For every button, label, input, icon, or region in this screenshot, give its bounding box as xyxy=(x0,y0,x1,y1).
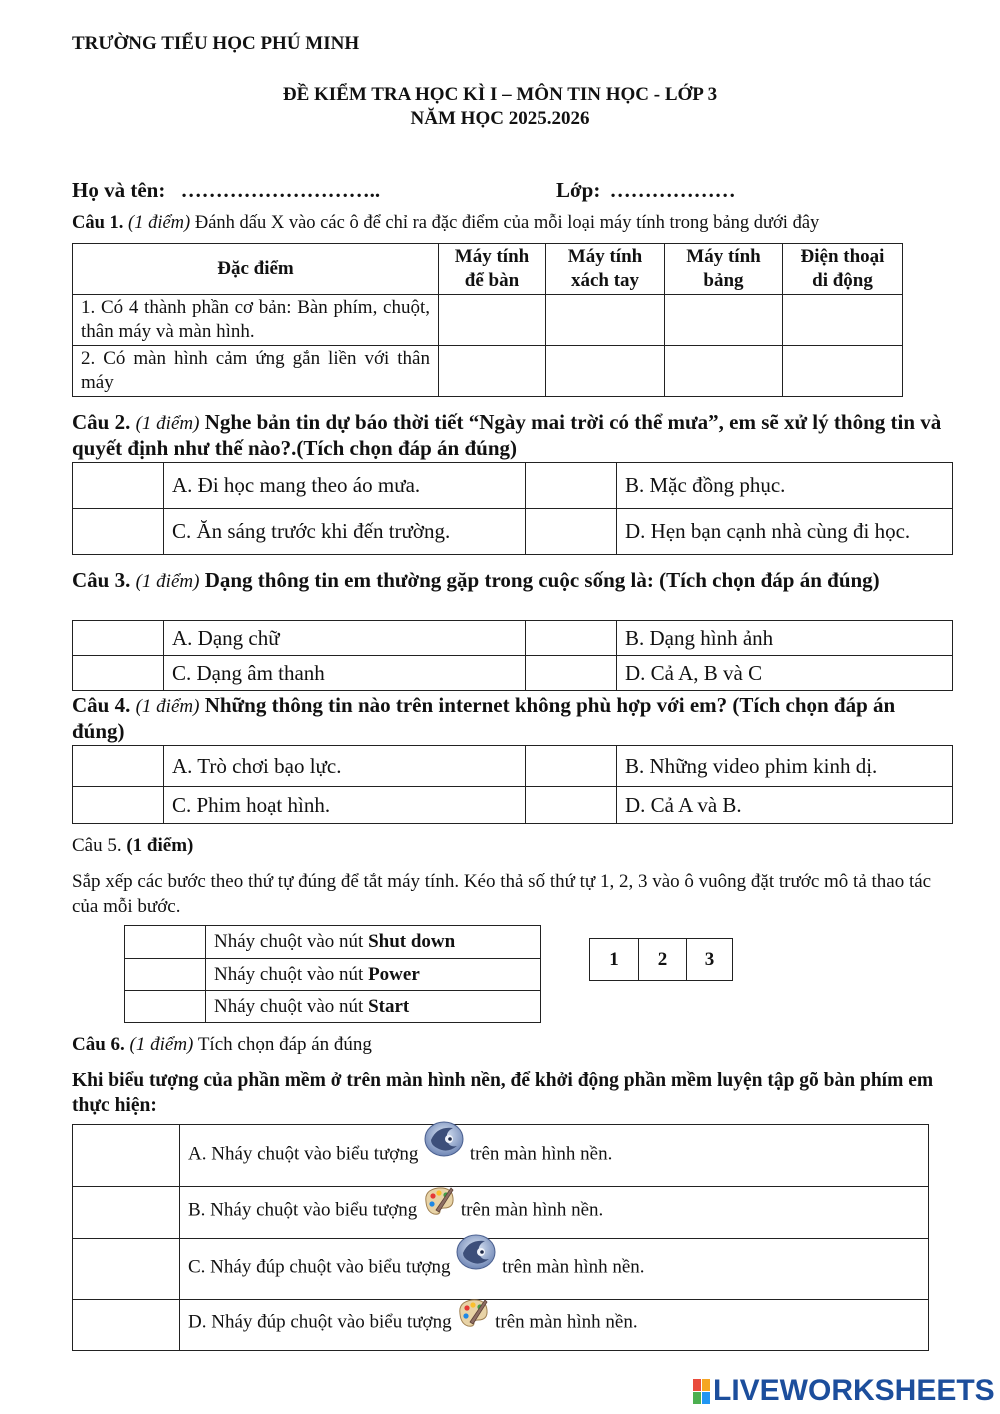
q1-row1-desktop-cell[interactable] xyxy=(439,295,546,346)
q5-drop-slot[interactable] xyxy=(125,959,206,991)
q4-text: Những thông tin nào trên internet không phù hợp với em? (Tích chọn đáp án đúng) xyxy=(72,693,896,743)
exam-year: NĂM HỌC 2025.2026 xyxy=(410,108,590,129)
q1-header-tablet: Máy tính bảng xyxy=(665,244,783,295)
q2-check-a[interactable] xyxy=(73,463,164,509)
q1-row1-feature: 1. Có 4 thành phần cơ bản: Bàn phím, chuột, thân máy và màn hình. xyxy=(73,295,439,346)
q6-option-a-suffix: trên màn hình nền. xyxy=(469,1143,613,1165)
q3-option-c: C. Dạng âm thanh xyxy=(164,656,526,691)
q5-number-tile[interactable]: 1 xyxy=(590,939,639,981)
q1-header-feature: Đặc điểm xyxy=(73,244,439,295)
logo-block xyxy=(702,1379,710,1391)
q6-option-a-text: A. Nháy chuột vào biểu tượng xyxy=(188,1143,419,1165)
q1-row2-laptop-cell[interactable] xyxy=(546,346,665,397)
q6-check-d[interactable] xyxy=(73,1300,180,1351)
q2-option-a: A. Đi học mang theo áo mưa. xyxy=(164,463,526,509)
q4-check-b[interactable] xyxy=(526,746,617,787)
q3-option-a: A. Dạng chữ xyxy=(164,621,526,656)
q1-points: (1 điểm) xyxy=(128,213,191,233)
q4-number: Câu 4. xyxy=(72,693,131,717)
q2-points: (1 điểm) xyxy=(135,413,200,434)
q5-heading xyxy=(72,835,193,857)
q3-text: Dạng thông tin em thường gặp trong cuộc sống là: (Tích chọn đáp án đúng) xyxy=(204,568,880,592)
q4-option-a: A. Trò chơi bạo lực. xyxy=(164,746,526,787)
q1-row1-laptop-cell[interactable] xyxy=(546,295,665,346)
q1-header-laptop: Máy tính xách tay xyxy=(546,244,665,295)
q6-option-b-text: B. Nháy chuột vào biểu tượng xyxy=(188,1199,418,1221)
q3-option-d: D. Cả A, B và C xyxy=(617,656,953,691)
q2-prompt xyxy=(72,410,952,461)
q6-option-d-suffix: trên màn hình nền. xyxy=(495,1311,638,1333)
q4-option-d: D. Cả A và B. xyxy=(617,787,953,824)
q5-number-tile[interactable]: 2 xyxy=(639,939,687,981)
q4-prompt xyxy=(72,693,952,744)
q1-row1-phone-cell[interactable] xyxy=(783,295,903,346)
q4-check-d[interactable] xyxy=(526,787,617,824)
q6-option-d xyxy=(180,1300,929,1351)
q1-row2-feature: 2. Có màn hình cảm ứng gắn liền với thân máy xyxy=(73,346,439,397)
q1-header-desktop: Máy tính để bàn xyxy=(439,244,546,295)
q5-step-key: Power xyxy=(368,963,420,985)
q6-instruction: Tích chọn đáp án đúng xyxy=(197,1034,372,1055)
q5-step-prefix: Nháy chuột vào nút xyxy=(214,995,369,1017)
q4-option-b: B. Những video phim kinh dị. xyxy=(617,746,953,787)
q5-step-prefix: Nháy chuột vào nút xyxy=(214,963,369,985)
q6-prompt: Khi biểu tượng của phần mềm ở trên màn hình nền, để khởi động phần mềm luyện tập gõ bàn phím em thực hiện: xyxy=(72,1070,934,1116)
q5-step xyxy=(206,959,541,991)
q3-option-b: B. Dạng hình ảnh xyxy=(617,621,953,656)
q4-points: (1 điểm) xyxy=(135,696,200,717)
q3-points: (1 điểm) xyxy=(135,571,200,592)
q5-number: Câu 5. xyxy=(72,835,122,856)
q6-check-a[interactable] xyxy=(73,1125,180,1187)
q4-check-a[interactable] xyxy=(73,746,164,787)
q4-check-c[interactable] xyxy=(73,787,164,824)
q6-check-b[interactable] xyxy=(73,1187,180,1239)
class-label: Lớp: xyxy=(556,178,601,202)
typing-software-icon xyxy=(455,1231,497,1277)
q6-options-table xyxy=(72,1124,929,1351)
q2-number: Câu 2. xyxy=(72,410,131,434)
q6-option-c-suffix: trên màn hình nền. xyxy=(502,1256,645,1278)
liveworksheets-logo xyxy=(693,1376,995,1406)
q6-option-b-suffix: trên màn hình nền. xyxy=(460,1199,604,1221)
typing-software-icon xyxy=(423,1118,465,1164)
q3-check-d[interactable] xyxy=(526,656,617,691)
q1-header-phone: Điện thoại di động xyxy=(783,244,903,295)
q1-row2-tablet-cell[interactable] xyxy=(665,346,783,397)
q5-step xyxy=(206,926,541,959)
q4-option-c: C. Phim hoạt hình. xyxy=(164,787,526,824)
q3-check-c[interactable] xyxy=(73,656,164,691)
q5-step xyxy=(206,991,541,1023)
q1-row1-tablet-cell[interactable] xyxy=(665,295,783,346)
q3-options-table xyxy=(72,620,953,691)
q2-check-d[interactable] xyxy=(526,509,617,555)
paint-software-icon xyxy=(422,1184,456,1222)
liveworksheets-logo-icon xyxy=(693,1379,710,1404)
q3-number: Câu 3. xyxy=(72,568,131,592)
q2-text: Nghe bản tin dự báo thời tiết “Ngày mai trời có thể mưa”, em sẽ xử lý thông tin và quyết định như thế nào?.(Tích chọn đáp án đúng) xyxy=(72,410,942,460)
q6-check-c[interactable] xyxy=(73,1239,180,1300)
q6-option-a xyxy=(180,1125,929,1187)
logo-block xyxy=(702,1392,710,1404)
q2-options-table xyxy=(72,462,953,555)
q6-option-c-text: C. Nháy đúp chuột vào biểu tượng xyxy=(188,1256,451,1278)
q5-drop-slot[interactable] xyxy=(125,991,206,1023)
logo-block xyxy=(693,1392,701,1404)
q6-points: (1 điểm) xyxy=(129,1034,194,1055)
q5-number-tiles xyxy=(589,938,733,981)
q1-text: Đánh dấu X vào các ô để chỉ ra đặc điểm của mỗi loại máy tính trong bảng dưới đây xyxy=(194,213,820,233)
q5-prompt: Sắp xếp các bước theo thứ tự đúng để tắt máy tính. Kéo thả số thứ tự 1, 2, 3 vào ô vuông đặt trước mô tả thao tác của mỗi bước. xyxy=(72,871,932,917)
exam-title: ĐỀ KIỂM TRA HỌC KÌ I – MÔN TIN HỌC - LỚP 3 xyxy=(282,84,718,105)
q5-step-prefix: Nháy chuột vào nút xyxy=(214,931,369,952)
q6-option-d-text: D. Nháy đúp chuột vào biểu tượng xyxy=(188,1311,452,1333)
school-name: TRƯỜNG TIỂU HỌC PHÚ MINH xyxy=(72,33,360,54)
q1-table xyxy=(72,243,903,397)
q1-number: Câu 1. xyxy=(72,213,124,233)
q2-option-b: B. Mặc đồng phục. xyxy=(617,463,953,509)
q5-step-key: Shut down xyxy=(368,931,456,952)
q2-check-b[interactable] xyxy=(526,463,617,509)
q2-check-c[interactable] xyxy=(73,509,164,555)
q5-drop-slot[interactable] xyxy=(125,926,206,959)
q5-points: (1 điểm) xyxy=(126,835,194,856)
q2-option-c: C. Ăn sáng trước khi đến trường. xyxy=(164,509,526,555)
q5-step-key: Start xyxy=(368,995,410,1017)
logo-block xyxy=(693,1379,701,1391)
student-class-row xyxy=(556,178,736,203)
q3-check-a[interactable] xyxy=(73,621,164,656)
class-field[interactable]: ……………… xyxy=(609,178,736,202)
q5-steps-table xyxy=(124,925,541,1023)
paint-software-icon xyxy=(456,1296,490,1334)
q1-row2-phone-cell[interactable] xyxy=(783,346,903,397)
name-field[interactable]: ……………………….. xyxy=(180,178,381,202)
q6-number: Câu 6. xyxy=(72,1034,125,1055)
liveworksheets-wordmark: LIVEWORKSHEETS xyxy=(713,1374,995,1407)
q5-number-tile[interactable]: 3 xyxy=(687,939,733,981)
q1-row2-desktop-cell[interactable] xyxy=(439,346,546,397)
q4-options-table xyxy=(72,745,953,824)
name-label: Họ và tên: xyxy=(72,178,166,202)
q6-option-c xyxy=(180,1239,929,1300)
student-name-row xyxy=(72,178,380,203)
q2-option-d: D. Hẹn bạn cạnh nhà cùng đi học. xyxy=(617,509,953,555)
q6-heading xyxy=(72,1034,372,1056)
q1-prompt xyxy=(72,213,952,234)
q6-option-b xyxy=(180,1187,929,1239)
q3-check-b[interactable] xyxy=(526,621,617,656)
q3-prompt xyxy=(72,568,952,594)
